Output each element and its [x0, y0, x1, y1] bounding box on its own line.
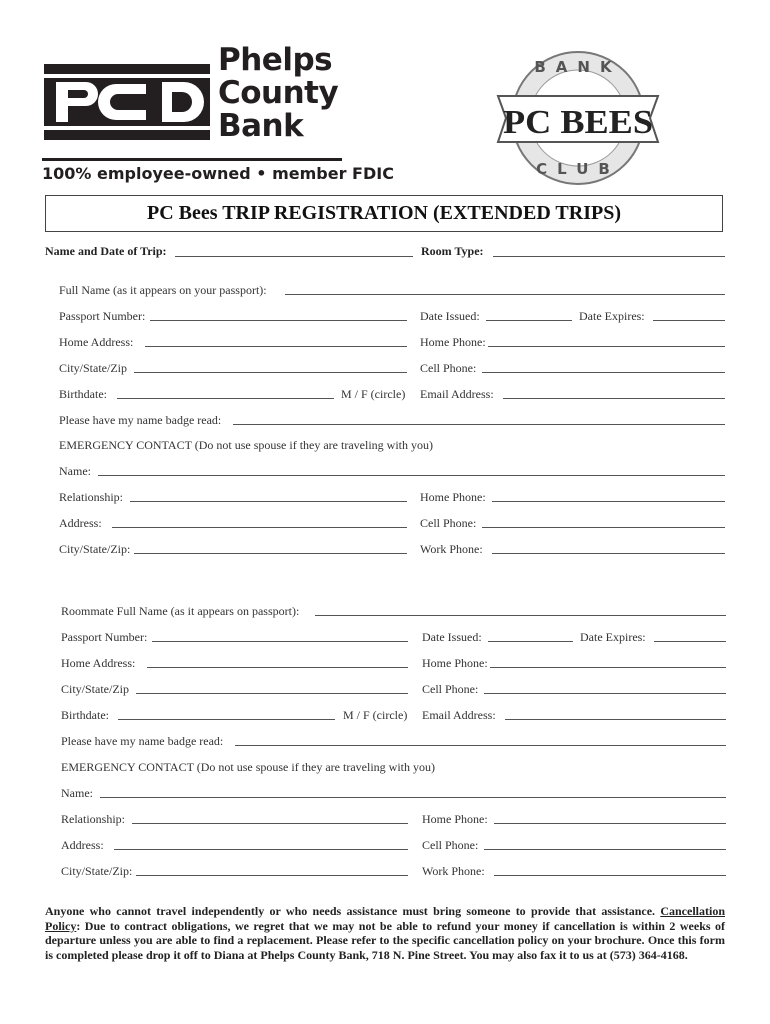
roommate-emergency-contact-heading: EMERGENCY CONTACT (Do not use spouse if they are traveling with you) — [61, 760, 435, 774]
roommate-home-address-label: Home Address: — [61, 656, 136, 670]
ec-home-phone-label: Home Phone: — [420, 490, 486, 504]
email-field[interactable] — [503, 398, 725, 399]
roommate-ec-cell-phone-label: Cell Phone: — [422, 838, 479, 852]
roommate-ec-name-label: Name: — [61, 786, 93, 800]
gender-label[interactable]: M / F (circle) — [341, 387, 406, 401]
ec-work-phone-label: Work Phone: — [420, 542, 483, 556]
roommate-passport-label: Passport Number: — [61, 630, 148, 644]
home-phone-label: Home Phone: — [420, 335, 486, 349]
roommate-ec-city-label: City/State/Zip: — [61, 864, 133, 878]
roommate-ec-name-field[interactable] — [100, 797, 726, 798]
roommate-date-issued-label: Date Issued: — [422, 630, 482, 644]
pcb-monogram-icon — [42, 46, 212, 156]
full-name-label: Full Name (as it appears on your passport): — [59, 283, 267, 297]
cell-phone-label: Cell Phone: — [420, 361, 477, 375]
roommate-full-name-label: Roommate Full Name (as it appears on passport): — [61, 604, 300, 618]
home-address-label: Home Address: — [59, 335, 134, 349]
date-issued-label: Date Issued: — [420, 309, 480, 323]
roommate-ec-home-phone-label: Home Phone: — [422, 812, 488, 826]
birthdate-field[interactable] — [117, 398, 334, 399]
ec-city-label: City/State/Zip: — [59, 542, 131, 556]
roommate-date-issued-field[interactable] — [488, 641, 573, 642]
date-issued-field[interactable] — [486, 320, 572, 321]
home-phone-field[interactable] — [488, 346, 725, 347]
name-badge-label: Please have my name badge read: — [59, 413, 222, 427]
city-state-zip-label: City/State/Zip — [59, 361, 127, 375]
disclaimer-intro: Anyone who cannot travel independently or who needs assistance must bring someone to provide that assistance. — [45, 904, 661, 918]
ec-address-label: Address: — [59, 516, 102, 530]
roommate-date-expires-label: Date Expires: — [580, 630, 646, 644]
roommate-city-label: City/State/Zip — [61, 682, 129, 696]
roommate-date-expires-field[interactable] — [654, 641, 726, 642]
ec-relationship-field[interactable] — [130, 501, 407, 502]
ec-work-phone-field[interactable] — [492, 553, 725, 554]
trip-name-date-label: Name and Date of Trip: — [45, 244, 167, 258]
roommate-ec-address-label: Address: — [61, 838, 104, 852]
logo-rule — [42, 158, 342, 161]
roommate-city-field[interactable] — [136, 693, 408, 694]
cancellation-policy-label: Cancellation Policy — [45, 904, 725, 933]
roommate-email-field[interactable] — [505, 719, 726, 720]
date-expires-label: Date Expires: — [579, 309, 645, 323]
bank-name-line: Phelps — [218, 42, 333, 78]
birthdate-label: Birthdate: — [59, 387, 107, 401]
roommate-birthdate-field[interactable] — [118, 719, 335, 720]
roommate-birthdate-label: Birthdate: — [61, 708, 109, 722]
ec-name-label: Name: — [59, 464, 91, 478]
roommate-home-phone-field[interactable] — [490, 667, 726, 668]
roommate-ec-relationship-label: Relationship: — [61, 812, 125, 826]
club-logo-top-text: BANK — [534, 58, 622, 76]
ec-city-field[interactable] — [134, 553, 407, 554]
roommate-ec-cell-phone-field[interactable] — [484, 849, 726, 850]
cancellation-disclaimer — [45, 904, 725, 962]
roommate-ec-address-field[interactable] — [114, 849, 408, 850]
trip-name-date-field[interactable] — [175, 256, 413, 257]
passport-label: Passport Number: — [59, 309, 146, 323]
roommate-home-address-field[interactable] — [147, 667, 408, 668]
phelps-county-bank-logo — [42, 40, 394, 190]
full-name-field[interactable] — [285, 294, 725, 295]
pc-bees-club-logo — [492, 44, 664, 194]
page-title: PC Bees TRIP REGISTRATION (EXTENDED TRIPS) — [147, 202, 621, 224]
tagline: 100% employee-owned • member FDIC — [42, 164, 394, 183]
bank-name-line: County — [218, 75, 339, 111]
disclaimer-body: : Due to contract obligations, we regret that we may not be able to refund your money if cancellation is within 2 weeks of departure unless you are able to find a replacement. Please refer to the specific cancellation policy on your brochure. Once this form is completed please drop it off to Diana at Phelps County Bank, 718 N. Pine Street. You may also fax it to us at (573) 364-4168. — [45, 918, 725, 962]
roommate-gender-label[interactable]: M / F (circle) — [343, 708, 408, 722]
roommate-full-name-field[interactable] — [315, 615, 726, 616]
club-logo-bottom-text: CLUB — [536, 160, 620, 178]
cell-phone-field[interactable] — [482, 372, 725, 373]
ec-address-field[interactable] — [112, 527, 407, 528]
date-expires-field[interactable] — [653, 320, 725, 321]
roommate-ec-home-phone-field[interactable] — [494, 823, 726, 824]
room-type-label: Room Type: — [421, 244, 484, 258]
ec-relationship-label: Relationship: — [59, 490, 123, 504]
passport-field[interactable] — [150, 320, 407, 321]
ec-cell-phone-label: Cell Phone: — [420, 516, 477, 530]
roommate-passport-field[interactable] — [152, 641, 408, 642]
emergency-contact-heading: EMERGENCY CONTACT (Do not use spouse if they are traveling with you) — [59, 438, 433, 452]
roommate-name-badge-field[interactable] — [235, 745, 726, 746]
ec-cell-phone-field[interactable] — [482, 527, 725, 528]
bank-name-line: Bank — [218, 108, 304, 144]
home-address-field[interactable] — [145, 346, 407, 347]
name-badge-field[interactable] — [233, 424, 725, 425]
room-type-field[interactable] — [493, 256, 725, 257]
email-label: Email Address: — [420, 387, 494, 401]
roommate-home-phone-label: Home Phone: — [422, 656, 488, 670]
roommate-ec-work-phone-field[interactable] — [494, 875, 726, 876]
roommate-cell-phone-field[interactable] — [484, 693, 726, 694]
roommate-ec-relationship-field[interactable] — [132, 823, 408, 824]
roommate-email-label: Email Address: — [422, 708, 496, 722]
roommate-ec-work-phone-label: Work Phone: — [422, 864, 485, 878]
ec-home-phone-field[interactable] — [492, 501, 725, 502]
ec-name-field[interactable] — [98, 475, 725, 476]
roommate-name-badge-label: Please have my name badge read: — [61, 734, 224, 748]
title-box — [45, 195, 723, 232]
club-logo-main-text: PC BEES — [503, 104, 653, 141]
bank-name — [218, 44, 338, 143]
city-state-zip-field[interactable] — [134, 372, 407, 373]
roommate-ec-city-field[interactable] — [136, 875, 408, 876]
roommate-cell-phone-label: Cell Phone: — [422, 682, 479, 696]
